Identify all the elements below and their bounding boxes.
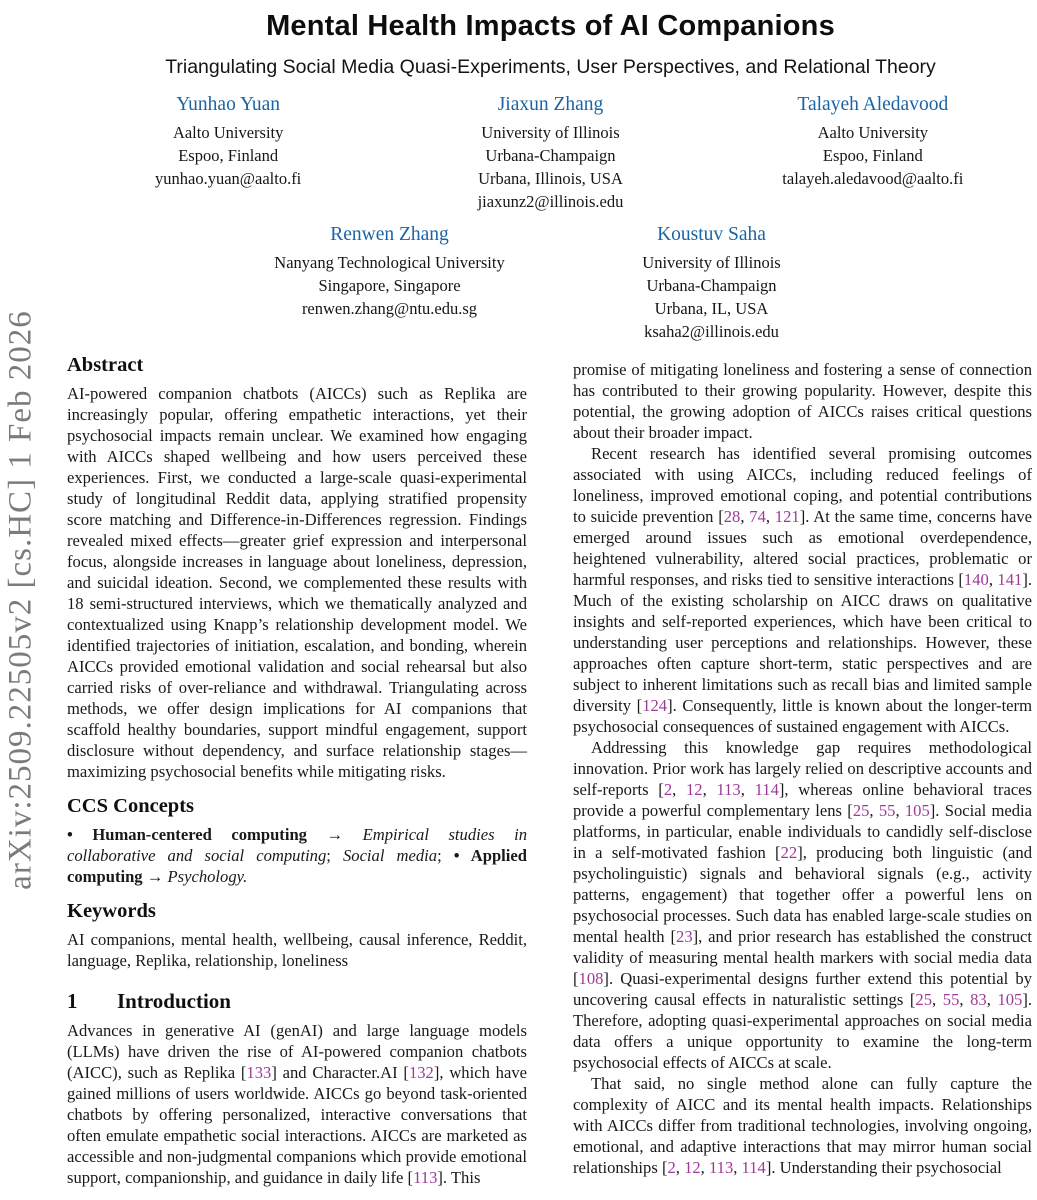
author-affiliation: Urbana-Champaign — [646, 276, 777, 296]
citation-link[interactable]: 133 — [246, 1063, 272, 1083]
author-affiliation: Espoo, Finland — [178, 146, 279, 166]
author-affiliation: Singapore, Singapore — [318, 276, 461, 296]
citation-link[interactable]: 12 — [685, 780, 703, 800]
author-affiliation: Urbana-Champaign — [485, 146, 616, 166]
citation-link[interactable]: 114 — [741, 1158, 766, 1178]
author-email: renwen.zhang@ntu.edu.sg — [301, 299, 478, 319]
citation-link[interactable]: 25 — [915, 990, 933, 1010]
citation-link[interactable]: 12 — [684, 1158, 701, 1178]
abstract-heading: Abstract — [67, 354, 144, 377]
author-name[interactable]: Renwen Zhang — [330, 224, 449, 246]
body-paragraph: That said, no single method alone can fully capture the complexity of AICC and its mental health impacts. Relationships with AICCs differ from traditional technologies, involving ongoing, emotional, and adaptive interactions that may mirror human social relationships [2, 12, 113, 114]. Understanding their psychosocial — [573, 1074, 1032, 1178]
arxiv-watermark: arXiv:2509.22505v2 [cs.HC] 1 Feb 2026 — [2, 310, 39, 890]
author-affiliation: University of Illinois — [481, 123, 620, 143]
author-block — [712, 93, 1034, 213]
ccs-segment: ; — [437, 846, 454, 866]
body-paragraph: Recent research has identified several promising outcomes associated with using AICCs, including reduced feelings of loneliness, improved emotional coping, and potential contributions to suicide prevention [28, 74, 121]. At the same time, concerns have emerged around issues such as emotional overdependence, heightened vulnerability, altered social practices, problematic or harmful responses, and risks tied to sensitive interactions [140, 141]. Much of the existing scholarship on AICC draws on qualitative insights and self-reported experiences, which have been critical to understanding user perceptions and relationships. However, these approaches often capture short-term, static perspectives and are subject to inherent limitations such as recall bias and limited sample diversity [124]. Consequently, little is known about the longer-term psychosocial consequences of sustained engagement with AICCs. — [573, 444, 1033, 737]
keywords-heading: Keywords — [67, 900, 156, 923]
author-email: jiaxunz2@illinois.edu — [477, 192, 624, 212]
introduction-paragraph: Advances in generative AI (genAI) and large language models (LLMs) have driven the rise of AI-powered companion chatbots (AICC), such as Replika [133] and Character.AI [132], which have gained millions of users worldwide. AICCs go beyond task-oriented chatbots by offering personalized, interactive conversations that often emulate empathetic social interactions. AICCs are marketed as accessible and non-judgmental companions which provide emotional support, companionship, and guidance in daily life [113]. This — [67, 1021, 527, 1188]
author-name[interactable]: Koustuv Saha — [657, 224, 766, 246]
author-block — [67, 93, 389, 213]
citation-link[interactable]: 55 — [942, 990, 960, 1010]
author-email: ksaha2@illinois.edu — [644, 322, 779, 342]
section-number: 1 — [67, 989, 78, 1014]
section-title: Introduction — [117, 989, 231, 1014]
author-name[interactable]: Jiaxun Zhang — [497, 94, 604, 116]
citation-link[interactable]: 105 — [997, 990, 1023, 1010]
author-block — [229, 223, 551, 343]
author-affiliation: Nanyang Technological University — [274, 253, 505, 273]
author-email: talayeh.aledavood@aalto.fi — [782, 169, 964, 189]
body-paragraph: Addressing this knowledge gap requires methodological innovation. Prior work has largely relied on descriptive accounts and self-reports [2, 12, 113, 114], whereas online behavioral traces provide a powerful complementary lens [25, 55, 105]. Social media platforms, in particular, enable individuals to candidly self-disclose in a self-motivated fashion [22], producing both linguistic (and psycholinguistic) signals and behavioral signals (e.g., activity patterns, engagement) that together offer a powerful lens on psychosocial processes. Such data has enabled large-scale studies on mental health [23], and prior research has established the construct validity of measuring mental health markers with social media data [108]. Quasi-experimental designs further extend this potential by uncovering causal effects in naturalistic settings [25, 55, 83, 105]. Therefore, adopting quasi-experimental approaches on social media data offers a unique opportunity to examine the long-term psychosocial effects of AICCs at scale. — [573, 738, 1033, 1073]
citation-link[interactable]: 23 — [676, 927, 693, 947]
authors-row-2 — [67, 223, 1034, 343]
abstract-text: AI-powered companion chatbots (AICCs) such as Replika are increasingly popular, offering empathetic interactions, yet their psychosocial impacts remain unclear. We examined how engaging with AICCs shaped wellbeing and how users perceived these experiences. First, we conducted a large-scale quasi-experimental study of longitudinal Reddit data, applying stratified propensity score matching and Difference-in-Differences regression. Findings revealed mixed effects—greater grief expression and interpersonal focus, alongside increases in language about loneliness, depression, and suicidal ideation. Second, we complemented these results with 18 semi-structured interviews, which we thematically analyzed and contextualized using Knapp’s relationship development model. We identified trajectories of initiation, escalation, and bonding, wherein AICCs provided emotional validation and social rehearsal but also carried risks of over-reliance and withdrawal. Triangulating across methods, we offer design implications for AI companions that scaffold healthy boundaries, support mindful engagement, support disclosure without dependency, and surface relationship stages—maximizing psychosocial benefits while mitigating risks. — [67, 384, 527, 782]
two-column-body — [0, 343, 1037, 1188]
keywords-text: AI companions, mental health, wellbeing, causal inference, Reddit, language, Replika, relationship, loneliness — [67, 930, 527, 971]
citation-link[interactable]: 113 — [708, 1158, 734, 1178]
citation-link[interactable]: 55 — [878, 801, 896, 821]
ccs-segment: Empirical studies in collaborative and social computing — [67, 825, 527, 866]
citation-link[interactable]: 108 — [578, 969, 604, 989]
author-affiliation: Urbana, Illinois, USA — [478, 169, 623, 189]
citation-link[interactable]: 25 — [852, 801, 870, 821]
authors-row-1 — [67, 93, 1034, 213]
author-affiliation: Espoo, Finland — [822, 146, 923, 166]
ccs-segment: → — [306, 825, 363, 845]
ccs-text — [67, 824, 527, 887]
ccs-segment: → — [142, 867, 168, 887]
citation-link[interactable]: 114 — [754, 780, 779, 800]
citation-link[interactable]: 83 — [970, 990, 987, 1010]
body-paragraph: promise of mitigating loneliness and fostering a sense of connection has contributed to their growing popularity. However, despite this potential, the growing adoption of AICCs raises critical questions about their broader impact. — [573, 360, 1032, 443]
ccs-heading: CCS Concepts — [67, 795, 194, 818]
ccs-segment: • — [67, 825, 93, 845]
author-block — [389, 93, 711, 213]
citation-link[interactable]: 141 — [997, 570, 1023, 590]
citation-link[interactable]: 124 — [642, 696, 668, 716]
citation-link[interactable]: 28 — [723, 507, 741, 527]
author-affiliation: Aalto University — [817, 123, 929, 143]
ccs-segment: Social media — [342, 846, 438, 866]
citation-link[interactable]: 132 — [408, 1063, 434, 1083]
author-block — [551, 223, 873, 343]
ccs-segment: ; — [326, 846, 343, 866]
author-affiliation: Urbana, IL, USA — [654, 299, 769, 319]
right-column — [573, 355, 1032, 1178]
author-name[interactable]: Talayeh Aledavood — [797, 94, 949, 116]
author-name[interactable]: Yunhao Yuan — [176, 94, 281, 116]
author-affiliation: University of Illinois — [642, 253, 781, 273]
citation-link[interactable]: 2 — [663, 780, 673, 800]
left-column — [67, 355, 527, 1188]
paper-subtitle: Triangulating Social Media Quasi-Experiments, User Perspectives, and Relational Theory — [165, 56, 936, 79]
citation-link[interactable]: 121 — [774, 507, 800, 527]
title-block — [0, 0, 1037, 343]
introduction-heading — [67, 991, 527, 1012]
author-affiliation: Aalto University — [172, 123, 284, 143]
citation-link[interactable]: 113 — [716, 780, 741, 800]
ccs-segment: Psychology. — [167, 867, 248, 887]
citation-link[interactable]: 22 — [780, 843, 798, 863]
ccs-segment: Human-centered computing — [92, 825, 307, 845]
ccs-segment: • — [453, 846, 471, 866]
citation-link[interactable]: 113 — [413, 1168, 438, 1188]
paper-title: Mental Health Impacts of AI Companions — [266, 10, 835, 42]
ccs-segment: Applied computing — [67, 846, 527, 887]
citation-link[interactable]: 105 — [904, 801, 930, 821]
citation-link[interactable]: 2 — [667, 1158, 676, 1178]
author-email: yunhao.yuan@aalto.fi — [155, 169, 302, 189]
citation-link[interactable]: 74 — [749, 507, 766, 527]
citation-link[interactable]: 140 — [963, 570, 989, 590]
